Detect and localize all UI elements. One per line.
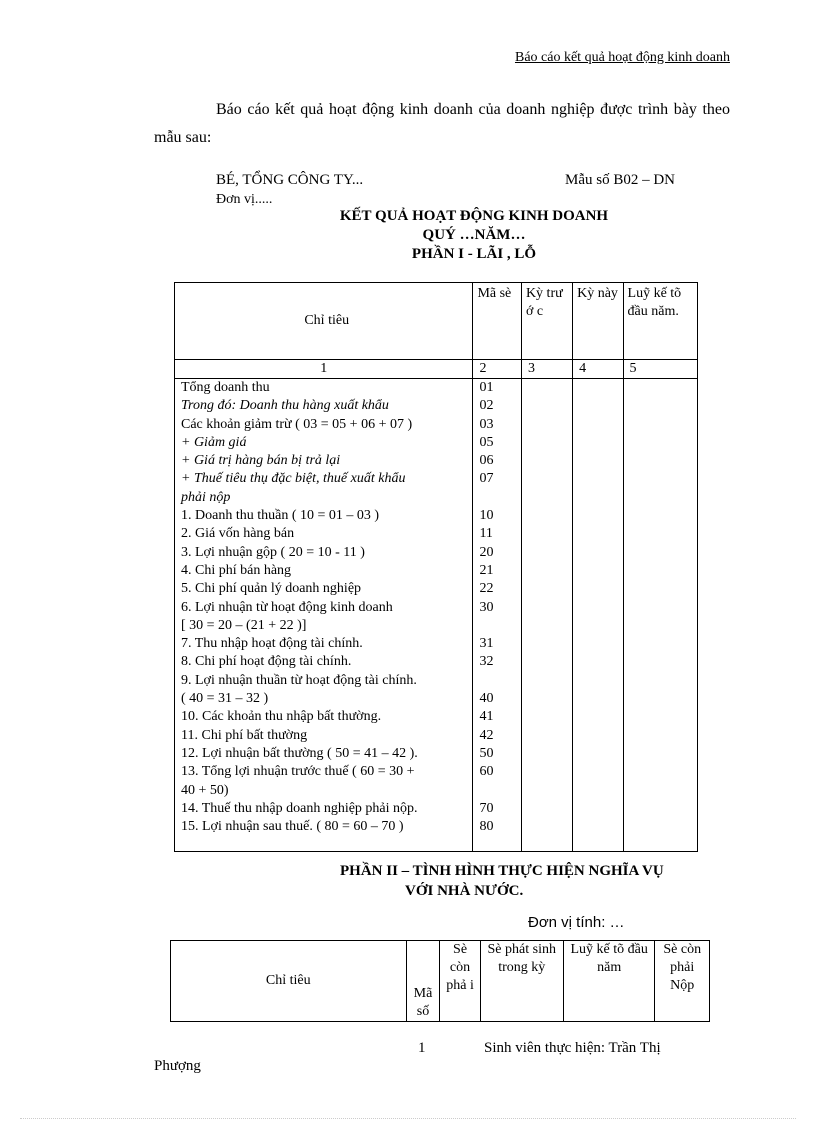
line-item: Trong đó: Doanh thu hàng xuất khẩu [181,398,389,414]
line-item: + Thuế tiêu thụ đặc biệt, thuế xuất khẩu [181,471,406,487]
line-item: phải nộp [181,489,231,505]
line-item: 5. Chi phí quản lý doanh nghiệp [181,581,362,597]
line-item: 4. Chi phí bán hàng [181,562,292,578]
col-header-luy-ke: Luỹ kế tõ đầu năm [563,941,655,1022]
line-item: 2. Giá vốn hàng bán [181,526,295,542]
line-code: 03 [479,416,494,432]
part2-title: PHẦN II – TÌNH HÌNH THỰC HIỆN NGHĨA VỤ [340,863,664,879]
line-item: 6. Lợi nhuận từ hoạt động kinh doanh [181,599,393,615]
part1-title: PHẦN I - LÃI , LỖ [411,246,537,262]
line-code: 30 [479,599,494,615]
col-number: 2 [473,360,522,379]
col-number: 3 [521,360,572,379]
col-header-ma-so: Mã số [406,941,440,1022]
page-number: 1 [418,1040,426,1056]
page-header: Báo cáo kết quả hoạt động kinh doanh [514,50,730,65]
col-header-ma-so: Mã sè [473,283,522,360]
intro-paragraph: Báo cáo kết quả hoạt động kinh doanh của doanh nghiệp được trình bày theo mẫu sau: [154,101,730,146]
col-header-so-phat-sinh: Sè phát sinh trong kỳ [480,941,563,1022]
unit-label: Đơn vị..... [216,192,273,207]
col-number: 4 [573,360,623,379]
col-number: 1 [175,360,473,379]
col-header-chi-tieu: Chỉ tiêu [175,283,473,360]
line-code [479,617,521,635]
line-item: ( 40 = 31 – 32 ) [181,691,269,707]
line-code: 42 [479,727,494,743]
line-item: 9. Lợi nhuận thuần từ hoạt động tài chính. [181,672,417,688]
line-code: 40 [479,691,494,707]
ky-truoc-cell [521,379,572,852]
column-number-row [175,360,698,379]
line-code: 41 [479,709,494,725]
line-code: 07 [479,471,494,487]
page-bottom-divider [20,1118,796,1119]
obligations-table [170,940,710,1022]
line-item: 11. Chi phí bất thường [181,727,308,743]
form-number: Mẫu số B02 – DN [565,172,676,188]
col-header-ky-nay: Kỳ này [573,283,623,360]
line-item: 1. Doanh thu thuần ( 10 = 01 – 03 ) [181,508,380,524]
codes-cell [473,379,522,852]
line-code [479,782,521,800]
items-cell [175,379,473,852]
part2-subtitle: VỚI NHÀ NƯỚC. [405,883,524,899]
col-number: 5 [623,360,697,379]
line-code: 80 [479,819,494,835]
line-code: 50 [479,745,494,761]
line-code: 32 [479,654,494,670]
table-header-row [171,941,710,1022]
line-code: 02 [479,398,494,414]
line-code: 06 [479,453,494,469]
line-code: 70 [479,800,494,816]
profit-loss-table [174,282,698,852]
col-header-ky-truoc: Kỳ trướ c [521,283,572,360]
line-code: 22 [479,581,494,597]
line-item: Tổng doanh thu [181,380,270,395]
author-name: Phượng [154,1058,201,1074]
line-code: 05 [479,434,494,450]
report-period: QUÝ …NĂM… [422,227,526,243]
line-code: 10 [479,508,494,524]
line-code: 20 [479,544,494,560]
line-code: 31 [479,636,494,652]
luy-ke-cell [623,379,697,852]
line-code [479,489,521,507]
line-item: + Giảm giá [181,434,247,450]
line-item: 8. Chi phí hoạt động tài chính. [181,654,352,670]
author-label: Sinh viên thực hiện: Trần Thị [484,1040,661,1056]
line-code: 60 [479,764,494,780]
line-item: 7. Thu nhập hoạt động tài chính. [181,636,363,652]
col-header-so-con-phai-nop: Sè còn phải Nộp [655,941,710,1022]
table-body-row [175,379,698,852]
col-header-so-con-phai: Sè còn phả i [440,941,480,1022]
line-code: 01 [479,380,494,395]
line-code: 11 [479,526,493,542]
line-item: 3. Lợi nhuận gộp ( 20 = 10 - 11 ) [181,544,365,560]
table-header-row [175,283,698,360]
company-name: BÉ, TỔNG CÔNG TY... [216,172,364,188]
line-item: 12. Lợi nhuận bất thường ( 50 = 41 – 42 ). [181,745,418,761]
ky-nay-cell [573,379,623,852]
line-item: 10. Các khoản thu nhập bất thường. [181,709,382,725]
line-code [479,672,521,690]
line-item: 13. Tổng lợi nhuận trước thuế ( 60 = 30 + [181,764,415,780]
col-header-chi-tieu: Chỉ tiêu [171,941,407,1022]
line-item: 14. Thuế thu nhập doanh nghiệp phải nộp. [181,800,418,816]
line-item: [ 30 = 20 – (21 + 22 )] [181,617,307,633]
line-item: 15. Lợi nhuận sau thuế. ( 80 = 60 – 70 ) [181,819,404,835]
line-item: 40 + 50) [181,782,229,798]
line-code: 21 [479,562,494,578]
report-title: KẾT QUẢ HOẠT ĐỘNG KINH DOANH [339,208,609,224]
col-header-luy-ke: Luỹ kế tõ đầu năm. [623,283,697,360]
line-item: + Giá trị hàng bán bị trả lại [181,453,341,469]
unit-of-measure: Đơn vị tính: … [528,914,625,931]
line-item: Các khoản giảm trừ ( 03 = 05 + 06 + 07 ) [181,416,413,432]
